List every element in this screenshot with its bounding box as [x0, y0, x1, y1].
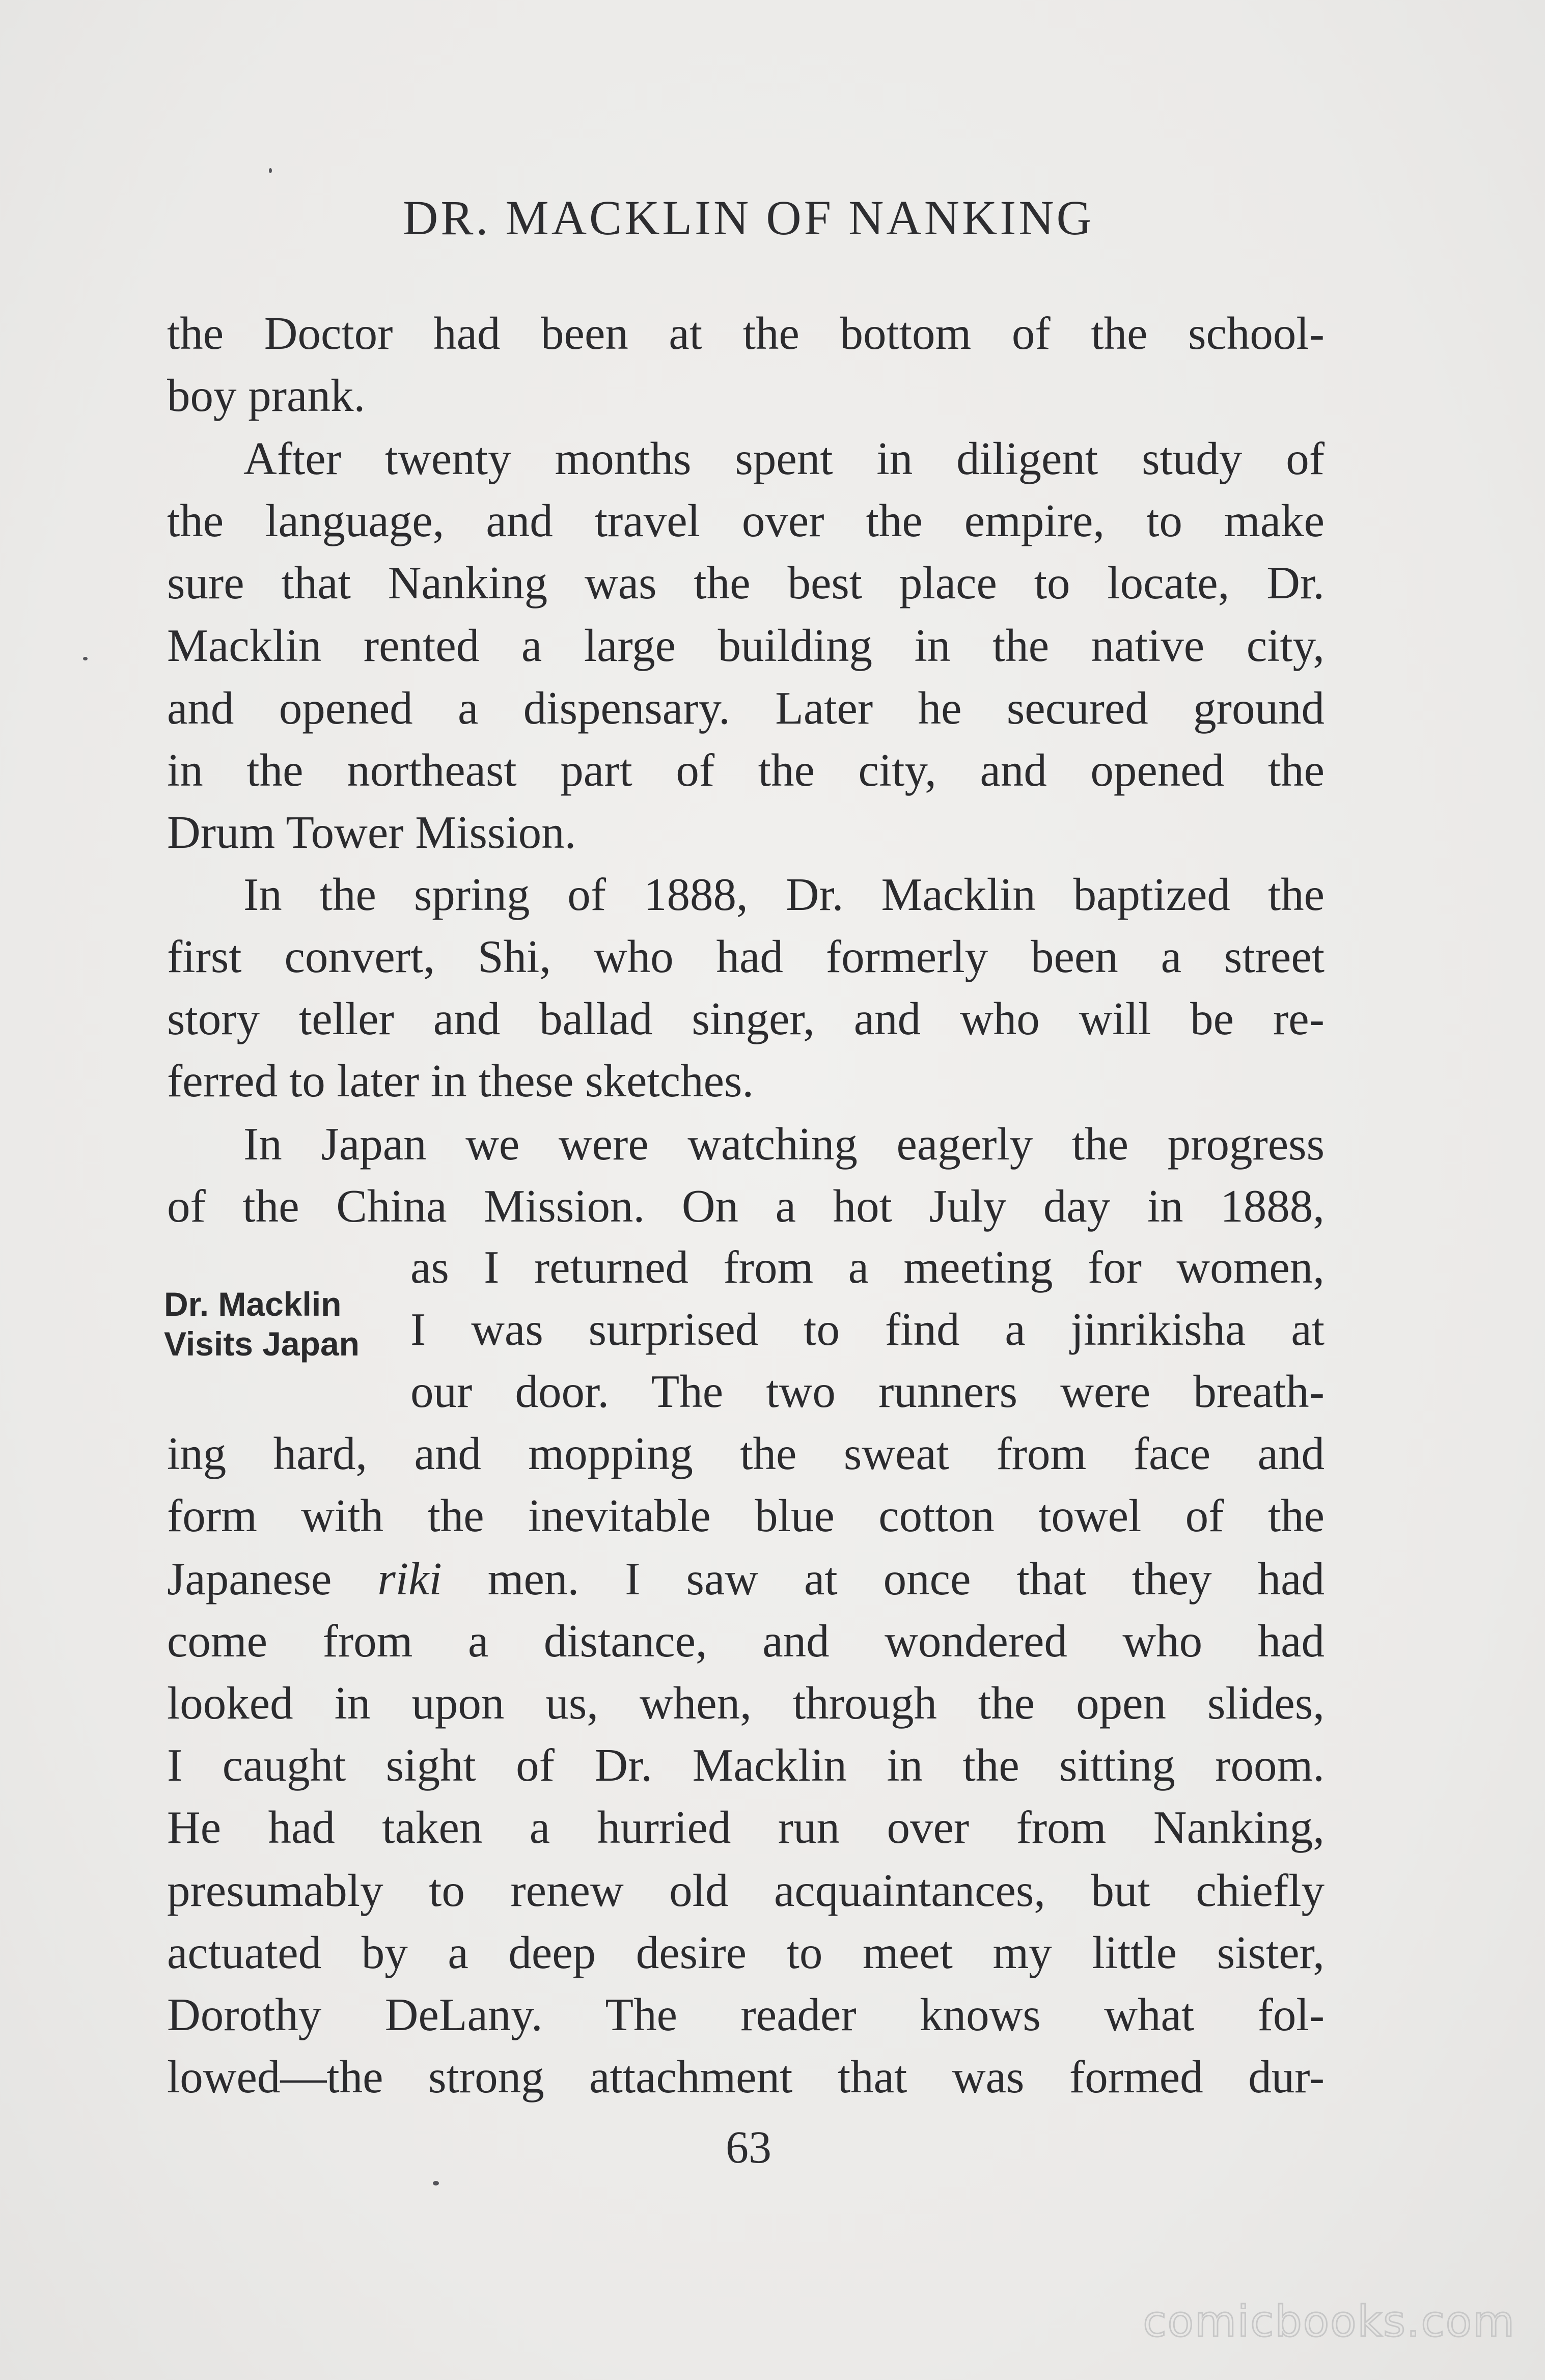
paper-speck: [83, 657, 88, 660]
paper-speck: [433, 2181, 439, 2185]
italic-word: riki: [377, 1553, 442, 1604]
text-line: story teller and ballad singer, and who will be re-: [167, 993, 1325, 1044]
text-line: Macklin rented a large building in the native city,: [167, 620, 1325, 671]
side-note-line: Dr. Macklin: [164, 1285, 342, 1323]
text-line: Japanese riki men. I saw at once that they had: [167, 1553, 1325, 1604]
text-line: In the spring of 1888, Dr. Macklin baptized the: [243, 869, 1325, 920]
text-line: I caught sight of Dr. Macklin in the sitting room.: [167, 1739, 1325, 1791]
text-line: presumably to renew old acquaintances, but chiefly: [167, 1865, 1325, 1916]
text-line: ing hard, and mopping the sweat from face and: [167, 1428, 1325, 1479]
text-line: In Japan we were watching eagerly the progress: [243, 1118, 1325, 1170]
text-line: in the northeast part of the city, and opened the: [167, 744, 1325, 796]
text-line: He had taken a hurried run over from Nanking,: [167, 1802, 1325, 1853]
watermark: comicbooks.com: [1143, 2296, 1515, 2346]
running-head: DR. MACKLIN OF NANKING: [403, 190, 1094, 245]
text-line: as I returned from a meeting for women,: [410, 1241, 1325, 1293]
marginal-side-note: [164, 1284, 360, 1364]
text-line: sure that Nanking was the best place to locate, Dr.: [167, 557, 1325, 608]
text-line: first convert, Shi, who had formerly been a street: [167, 931, 1325, 982]
text-line: ferred to later in these sketches.: [167, 1055, 754, 1106]
side-note-line: Visits Japan: [164, 1325, 360, 1363]
text-line: and opened a dispensary. Later he secured ground: [167, 682, 1325, 734]
paper-speck: [269, 168, 272, 173]
text-line: the language, and travel over the empire, to make: [167, 495, 1325, 546]
text-line: Drum Tower Mission.: [167, 807, 576, 858]
text-line: boy prank.: [167, 370, 366, 421]
text-line: come from a distance, and wondered who had: [167, 1615, 1325, 1667]
text-line: I was surprised to find a jinrikisha at: [410, 1304, 1325, 1355]
text-line: Dorothy DeLany. The reader knows what fol-: [167, 1989, 1325, 2040]
text-line: lowed—the strong attachment that was formed dur-: [167, 2051, 1325, 2102]
text-line: of the China Mission. On a hot July day in 1888,: [167, 1180, 1325, 1232]
text-line: the Doctor had been at the bottom of the school-: [167, 308, 1325, 359]
text-line: looked in upon us, when, through the open slides,: [167, 1677, 1325, 1729]
text-line: our door. The two runners were breath-: [410, 1366, 1325, 1417]
text-line: After twenty months spent in diligent study of: [243, 433, 1325, 484]
page-number: 63: [726, 2122, 771, 2173]
text-line: form with the inevitable blue cotton towel of the: [167, 1490, 1325, 1541]
text-line: actuated by a deep desire to meet my little sister,: [167, 1927, 1325, 1978]
